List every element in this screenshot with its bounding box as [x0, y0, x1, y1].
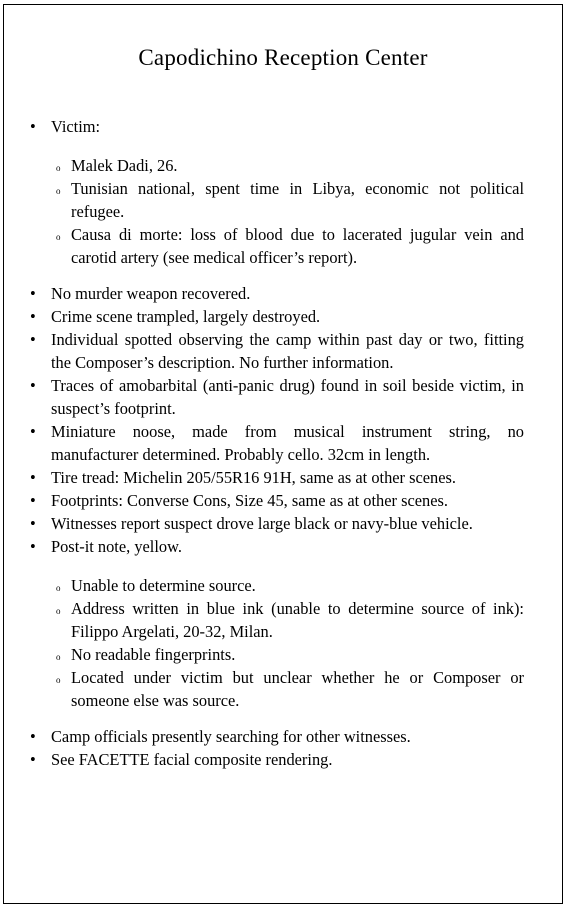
page-title: Capodichino Reception Center: [138, 45, 428, 70]
list-item-crime-scene: • Crime scene trampled, largely destroyed.: [30, 307, 321, 326]
bullet-icon: •: [30, 117, 36, 136]
postit-detail-location: o Located under victim but unclear whether he or Composer or someone else was source.: [56, 668, 524, 710]
list-item-facette: • See FACETTE facial composite rendering.: [30, 750, 333, 769]
ring-bullet-icon: o: [56, 232, 61, 242]
bullet-icon: •: [30, 330, 36, 349]
bullet-icon: •: [30, 468, 36, 487]
list-item-witnesses: • Witnesses report suspect drove large black or navy-blue vehicle.: [30, 514, 473, 533]
list-item-footprints: • Footprints: Converse Cons, Size 45, same as at other scenes.: [30, 491, 448, 510]
victim-section: [30, 115, 524, 771]
list-item-camp-officials: • Camp officials presently searching for other witnesses.: [30, 727, 411, 746]
list-item-postit: • Post-it note, yellow.: [30, 537, 182, 556]
list-item-tire-tread: • Tire tread: Michelin 205/55R16 91H, same as at other scenes.: [30, 468, 456, 487]
bullet-icon: •: [30, 727, 36, 746]
bullet-icon: •: [30, 284, 36, 303]
bullet-icon: •: [30, 307, 36, 326]
ring-bullet-icon: o: [56, 606, 61, 616]
postit-detail-address: o Address written in blue ink (unable to determine source of ink): Filippo Argelati, 20-32, Milan.: [56, 599, 524, 641]
ring-bullet-icon: o: [56, 652, 61, 662]
victim-label: Victim:: [51, 117, 101, 136]
bullet-icon: •: [30, 514, 36, 533]
bullet-icon: •: [30, 422, 36, 441]
list-item-victim: [30, 115, 524, 138]
bullet-icon: •: [30, 376, 36, 395]
list-item-weapon: • No murder weapon recovered.: [30, 284, 251, 303]
list-item-individual-spotted: • Individual spotted observing the camp within past day or two, fitting the Composer’s description. No further information.: [30, 330, 524, 372]
ring-bullet-icon: o: [56, 675, 61, 685]
victim-detail-nationality: o Tunisian national, spent time in Libya, economic not political refugee.: [56, 179, 524, 221]
ring-bullet-icon: o: [56, 583, 61, 593]
bullet-icon: •: [30, 537, 36, 556]
document-page: [3, 4, 563, 904]
list-item-amobarbital: • Traces of amobarbital (anti-panic drug) found in soil beside victim, in suspect’s footprint.: [30, 376, 524, 418]
bullet-icon: •: [30, 750, 36, 769]
list-item-noose: • Miniature noose, made from musical instrument string, no manufacturer determined. Probably cello. 32cm in length.: [30, 422, 524, 464]
postit-detail-source: o Unable to determine source.: [56, 576, 256, 595]
bullet-icon: •: [30, 491, 36, 510]
ring-bullet-icon: o: [56, 163, 61, 173]
victim-detail-name: o Malek Dadi, 26.: [56, 156, 178, 175]
ring-bullet-icon: o: [56, 186, 61, 196]
postit-detail-fingerprints: o No readable fingerprints.: [56, 645, 236, 664]
victim-detail-cause: o Causa di morte: loss of blood due to lacerated jugular vein and carotid artery (see medical officer’s report).: [56, 225, 524, 267]
